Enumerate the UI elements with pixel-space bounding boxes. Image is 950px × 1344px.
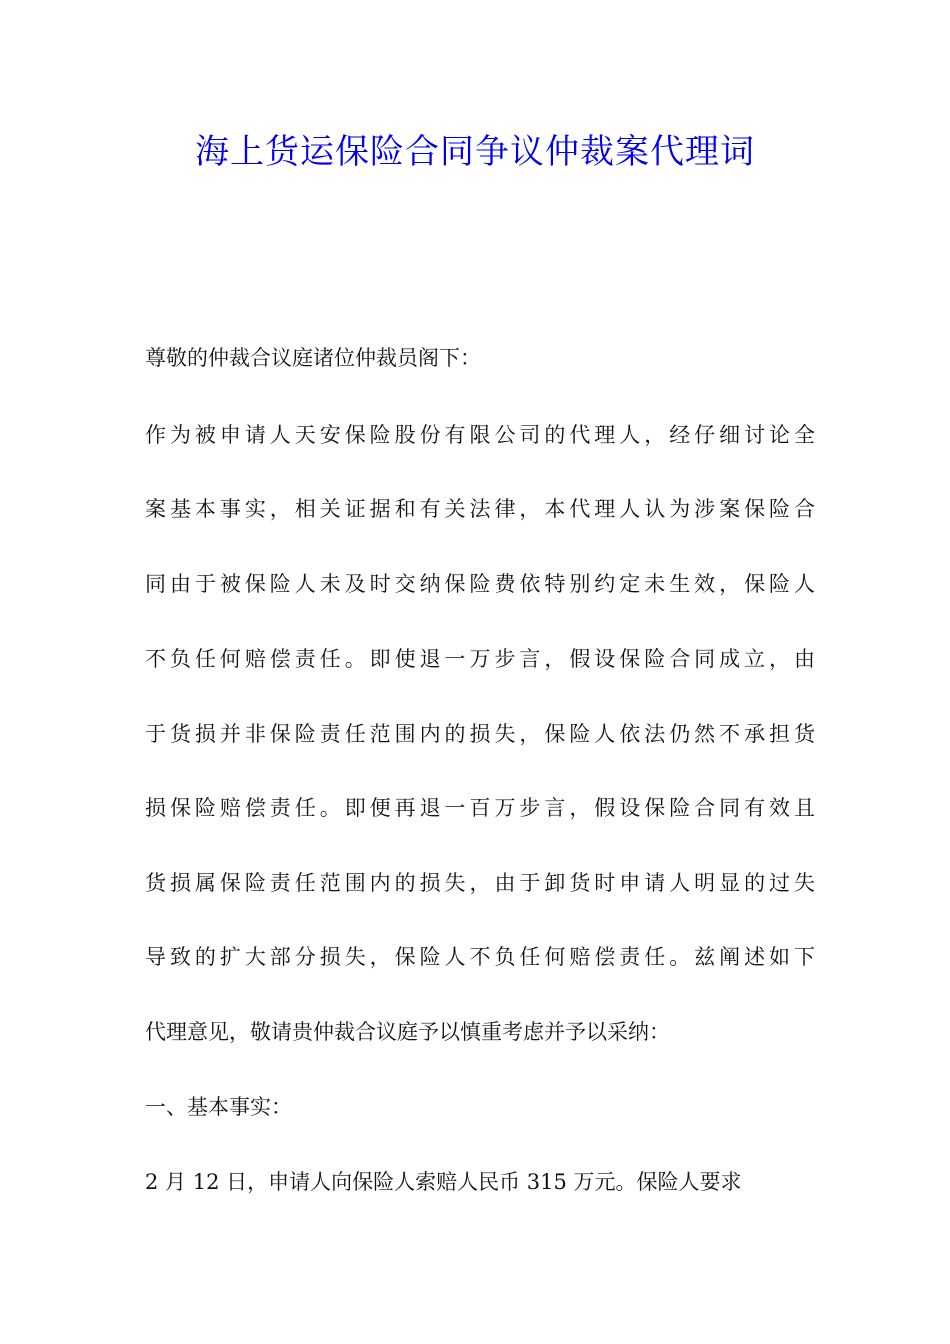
body-line: 损保险赔偿责任。即便再退一百万步言，假设保险合同有效且 [145,796,815,820]
body-line: 货损属保险责任范围内的损失，由于卸货时申请人明显的过失 [145,871,815,895]
body-line: 2 月 12 日，申请人向保险人索赔人民币 315 万元。保险人要求 [145,1170,742,1194]
body-line: 案基本事实，相关证据和有关法律，本代理人认为涉案保险合 [145,497,815,521]
body-line: 作为被申请人天安保险股份有限公司的代理人，经仔细讨论全 [145,423,815,447]
body-line: 代理意见，敬请贵仲裁合议庭予以慎重考虑并予以采纳： [145,1020,670,1044]
body-line: 导致的扩大部分损失，保险人不负任何赔偿责任。兹阐述如下 [145,945,815,969]
body-line: 同由于被保险人未及时交纳保险费依特别约定未生效，保险人 [145,572,815,596]
section-heading: 一、基本事实： [145,1095,292,1119]
salutation-line: 尊敬的仲裁合议庭诸位仲裁员阁下： [145,346,481,370]
document-title: 海上货运保险合同争议仲裁案代理词 [195,132,755,172]
body-line: 不负任何赔偿责任。即使退一万步言，假设保险合同成立，由 [145,647,815,671]
body-line: 于货损并非保险责任范围内的损失，保险人依法仍然不承担货 [145,722,815,746]
